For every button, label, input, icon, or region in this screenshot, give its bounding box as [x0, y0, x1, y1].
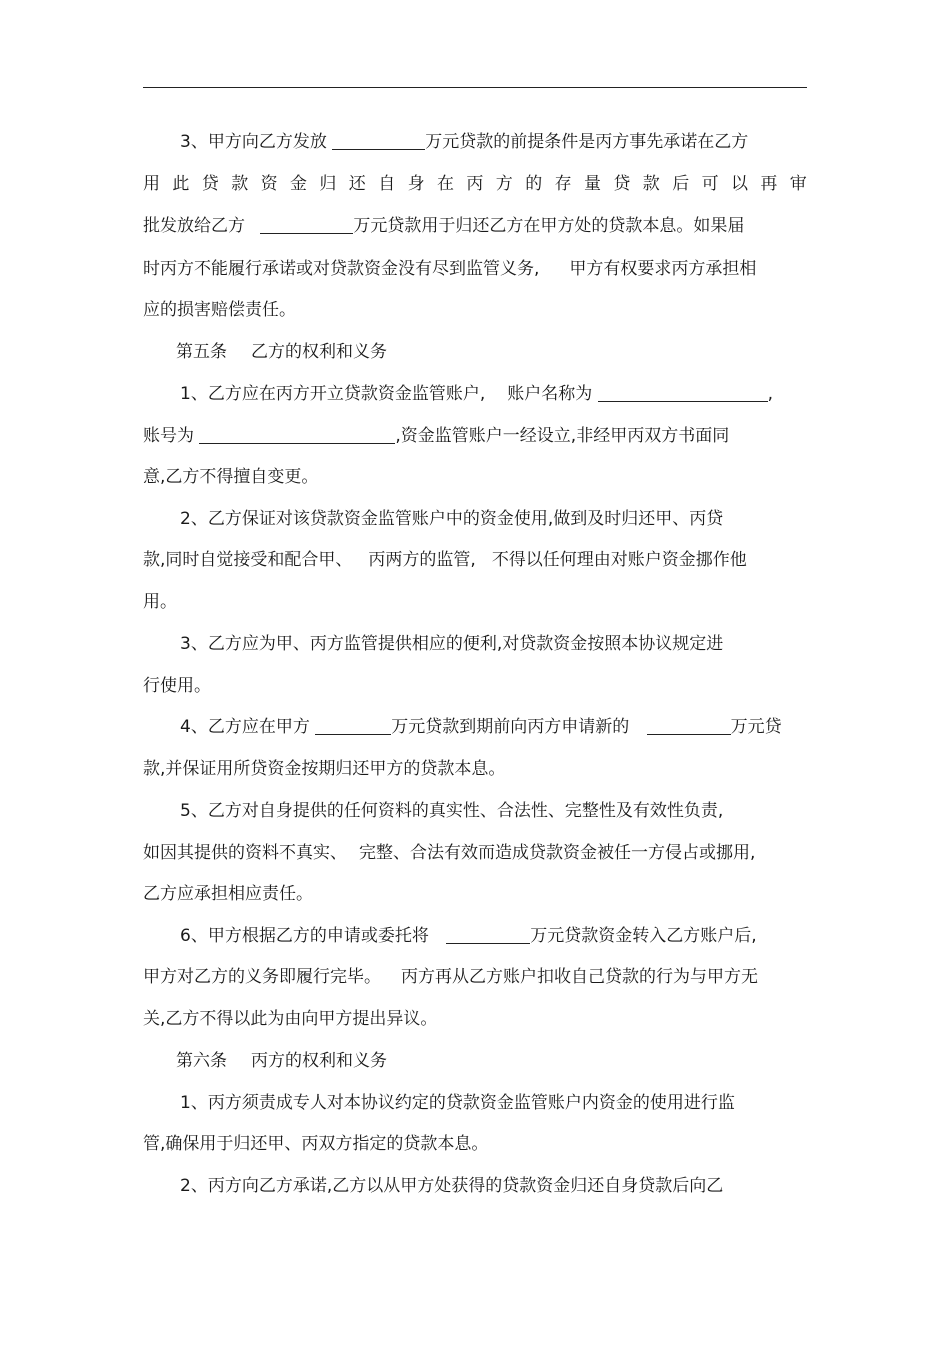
paragraph-line: 乙方应承担相应责任。 — [143, 884, 313, 904]
paragraph-line: 管,确保用于归还甲、丙双方指定的贷款本息。 — [143, 1134, 489, 1154]
header-rule — [143, 87, 807, 88]
paragraph-line: 2、乙方保证对该贷款资金监管账户中的资金使用,做到及时归还甲、丙贷 — [180, 509, 724, 529]
paragraph-line: 用。 — [143, 592, 177, 612]
paragraph-line: 4、乙方应在甲方 万元贷款到期前向丙方申请新的 万元贷 — [180, 717, 782, 737]
blank-field — [446, 926, 530, 944]
paragraph-line: 1、乙方应在丙方开立贷款资金监管账户, 账户名称为 , — [180, 384, 774, 404]
paragraph-line: 款,并保证用所贷资金按期归还甲方的贷款本息。 — [143, 759, 506, 779]
paragraph-line: 1、丙方须责成专人对本协议约定的贷款资金监管账户内资金的使用进行监 — [180, 1093, 735, 1113]
paragraph-line: 款,同时自觉接受和配合甲、 丙两方的监管, 不得以任何理由对账户资金挪作他 — [143, 550, 747, 570]
paragraph-line: 账号为 ,资金监管账户一经设立,非经甲丙双方书面同 — [143, 426, 730, 446]
blank-field — [260, 216, 353, 234]
paragraph-line: 行使用。 — [143, 676, 211, 696]
blank-field — [315, 717, 391, 735]
article-heading: 第五条 乙方的权利和义务 — [176, 342, 387, 362]
article-heading: 第六条 丙方的权利和义务 — [176, 1051, 387, 1071]
blank-field — [332, 132, 425, 150]
paragraph-line: 批发放给乙方 万元贷款用于归还乙方在甲方处的贷款本息。如果届 — [143, 216, 745, 236]
paragraph-line: 甲方对乙方的义务即履行完毕。 丙方再从乙方账户扣收自己贷款的行为与甲方无 — [143, 967, 758, 987]
paragraph-line: 6、甲方根据乙方的申请或委托将 万元贷款资金转入乙方账户后, — [180, 926, 757, 946]
paragraph-line: 关,乙方不得以此为由向甲方提出异议。 — [143, 1009, 438, 1029]
paragraph-line: 时丙方不能履行承诺或对贷款资金没有尽到监管义务, 甲方有权要求丙方承担相 — [143, 259, 757, 279]
paragraph-line: 应的损害赔偿责任。 — [143, 300, 296, 320]
paragraph-line: 2、丙方向乙方承诺,乙方以从甲方处获得的贷款资金归还自身贷款后向乙 — [180, 1176, 724, 1196]
blank-field — [598, 384, 768, 402]
paragraph-line: 如因其提供的资料不真实、 完整、合法有效而造成贷款资金被任一方侵占或挪用, — [143, 843, 756, 863]
paragraph-line: 用此贷款资金归还自身在丙方的存量贷款后可以再审 — [143, 174, 820, 194]
paragraph-line: 5、乙方对自身提供的任何资料的真实性、合法性、完整性及有效性负责, — [180, 801, 724, 821]
paragraph-line: 3、乙方应为甲、丙方监管提供相应的便利,对贷款资金按照本协议规定进 — [180, 634, 724, 654]
paragraph-line: 意,乙方不得擅自变更。 — [143, 467, 319, 487]
paragraph-line: 3、甲方向乙方发放 万元贷款的前提条件是丙方事先承诺在乙方 — [180, 132, 749, 152]
blank-field — [647, 717, 731, 735]
blank-field — [199, 426, 395, 444]
